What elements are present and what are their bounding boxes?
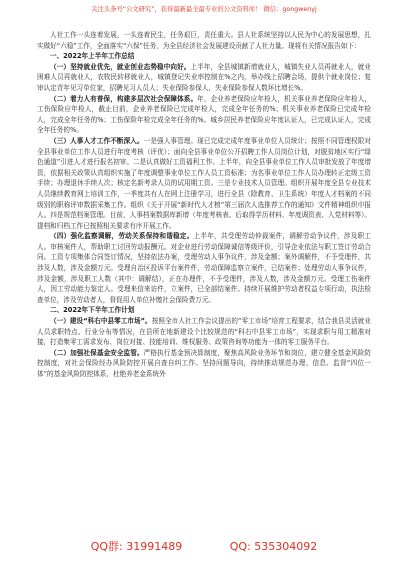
paragraph-lead: 二、2022年下半年工作计划 [50, 306, 135, 315]
paragraph-lead: （四）强化监察调解，劳动关系保持和谐稳定。 [50, 232, 194, 241]
body-paragraph [37, 316, 371, 348]
paragraph-lead: （二）着力人有普保，构建多层次社会保障体系。 [50, 94, 198, 103]
paragraph-text: 一是强人事管理。现已完成完成年度事业单位人员统计；按照不同管理权限对全县事业单位工作人员进行年度考核（评优）；面向全县事业单位公开招聘工作人员岗位计划，对脱贫地区实行“绿色通道”引进人才进行报名初审。二是认真做好工资福利工作。上半年，向全县事业单位工作人员审批发放了年度增资，依据相关政策认真组织实施了年度调整事业单位工作人员工资标准；为名事业单位工作人员办理转正定级工资手续；办理退休手续人次；核定名新考录人员的试用期工资。三是专业技术人员管理。组织开展年度全县专业技术人员继续教育网上培训工作，一季度共有人在网上注册学习，进行全县（除教育、卫生系统）年度人才档案的不同级别的职称评审数据采集工作。组织《关于开展“新时代人才榜”第三届次人选推荐工作的通知》文件精神组织申报人。四是规范档案管理。目前，人事档案数据库新增（年度考核表、后取得学历材料、年度调资表、入党材料等）。提档和归档工作已按照相关要求有序开展工作。 [37, 136, 372, 230]
body-paragraph [37, 94, 371, 136]
footer-qq: QQ: 535304092 [229, 540, 318, 553]
body-paragraph [37, 348, 371, 380]
footer-qq-group: QQ群: 31991489 [90, 540, 183, 553]
paragraph-lead: （一）坚持就业优先，就业创业态势稳中向好。 [50, 62, 191, 71]
body-paragraph [37, 136, 371, 231]
body-paragraph [37, 30, 371, 51]
body-paragraph [37, 231, 371, 305]
section-heading [37, 51, 371, 62]
paragraph-lead: （一）建设“科右中县零工市场”。 [50, 317, 152, 326]
paragraph-text: 上半年，全县城镇新增就业人，城镇失业人员再就业人，就业困难人员再就业人，农牧民转移就业人，城镇登记失业率控制在%之内，举办线上招聘会场，提供个就业岗位；复审认定青年见习单位家，招聘见习人员人；失业保险参保人，失业保险参保人数环比增长%。 [37, 62, 372, 92]
paragraph-lead: （二）加强社保基金安全监管。 [50, 348, 144, 357]
paragraph-lead: （三）人事人才工作不断深入。 [50, 136, 144, 145]
paragraph-text: 按照全市人社工作会议提出的“零工市场”培育工程要求，结合我县灵活就业人员求职特点、行业分布等情况，在县所在地新建设个比较规范的“科右中县零工市场”，实现求职与用工精准对接，打造集零工需求发布、岗位对接、技能培训、维权服务、政策咨询等功能为一体的零工服务平台。 [37, 317, 371, 347]
paragraph-text: 人社工作一头连着发展，一头连着民生，任务艰巨，责任重大。县人社系统坚持以人民为中心的发展思想，扎实做好“六稳”工作，全面落实“六保”任务，为全县经济社会发展建设贡献了人社力量。现将有关情况报告如下： [37, 31, 371, 50]
document-body [37, 30, 371, 380]
paragraph-text: 年，企业养老保险应年检人，机关事业养老保险应年检人，工伤保险应年检人，截止目前，企业养老保险已完成年检人，完成全年任务的%；机关事业养老保险已完成年检人，完成全年任务的%；工伤保险年检完成全年任务的%。城乡居民养老保险应年度认证人，已完成认证人，完成全年任务的%。 [37, 94, 372, 135]
paragraph-lead: 一、2022年上半年工作总结 [50, 52, 135, 61]
body-paragraph [37, 62, 371, 94]
paragraph-text: 上半年，共受理劳动仲裁案件，调解劳动争议件，涉及职工人。审核案件人，帮助职工讨回劳动报酬元。对企业进行劳动保障诚信等级评价，引导企业依法与职工签订劳动合同。工资专项集体合同签订情况，坚持依法办案，受理劳动人事争议件，涉及金额；案外调解件，不予受理件，共涉及人数，涉及金额万元。受理自治区投诉平台案件件，劳动保障监察立案件，已结案件；处理劳动人事争议件，涉及金额，涉及职工人数（其中：调解结），正在办理件，不予受理件，涉及人数，涉及金额万元。受理工伤案件人，因工劳动能力鉴定人。受理来信来访件，立案件，已全部结案件。持续开展维护劳动者权益专项行动，执法检查单位，涉及劳动者人，督促用人单位补缴社会保险费万元。 [37, 232, 372, 304]
footer-contacts [0, 540, 408, 554]
paragraph-text: 严格执行基金预决算制度，聚焦高风险业务环节和岗位，建立健全基金风险防控制度，对社会保险经办风险防控开展自查自纠工作。坚持问题导向，持续推动规范办理、信息、监督“四位一体”的基金风险防控体系，杜绝养老金系统外 [37, 348, 372, 378]
section-heading [37, 305, 371, 316]
header-notice: 关注头条号“公文研究”，获得最新最全最专业的公文资料库！ 微信：gongwenyj [91, 6, 317, 13]
